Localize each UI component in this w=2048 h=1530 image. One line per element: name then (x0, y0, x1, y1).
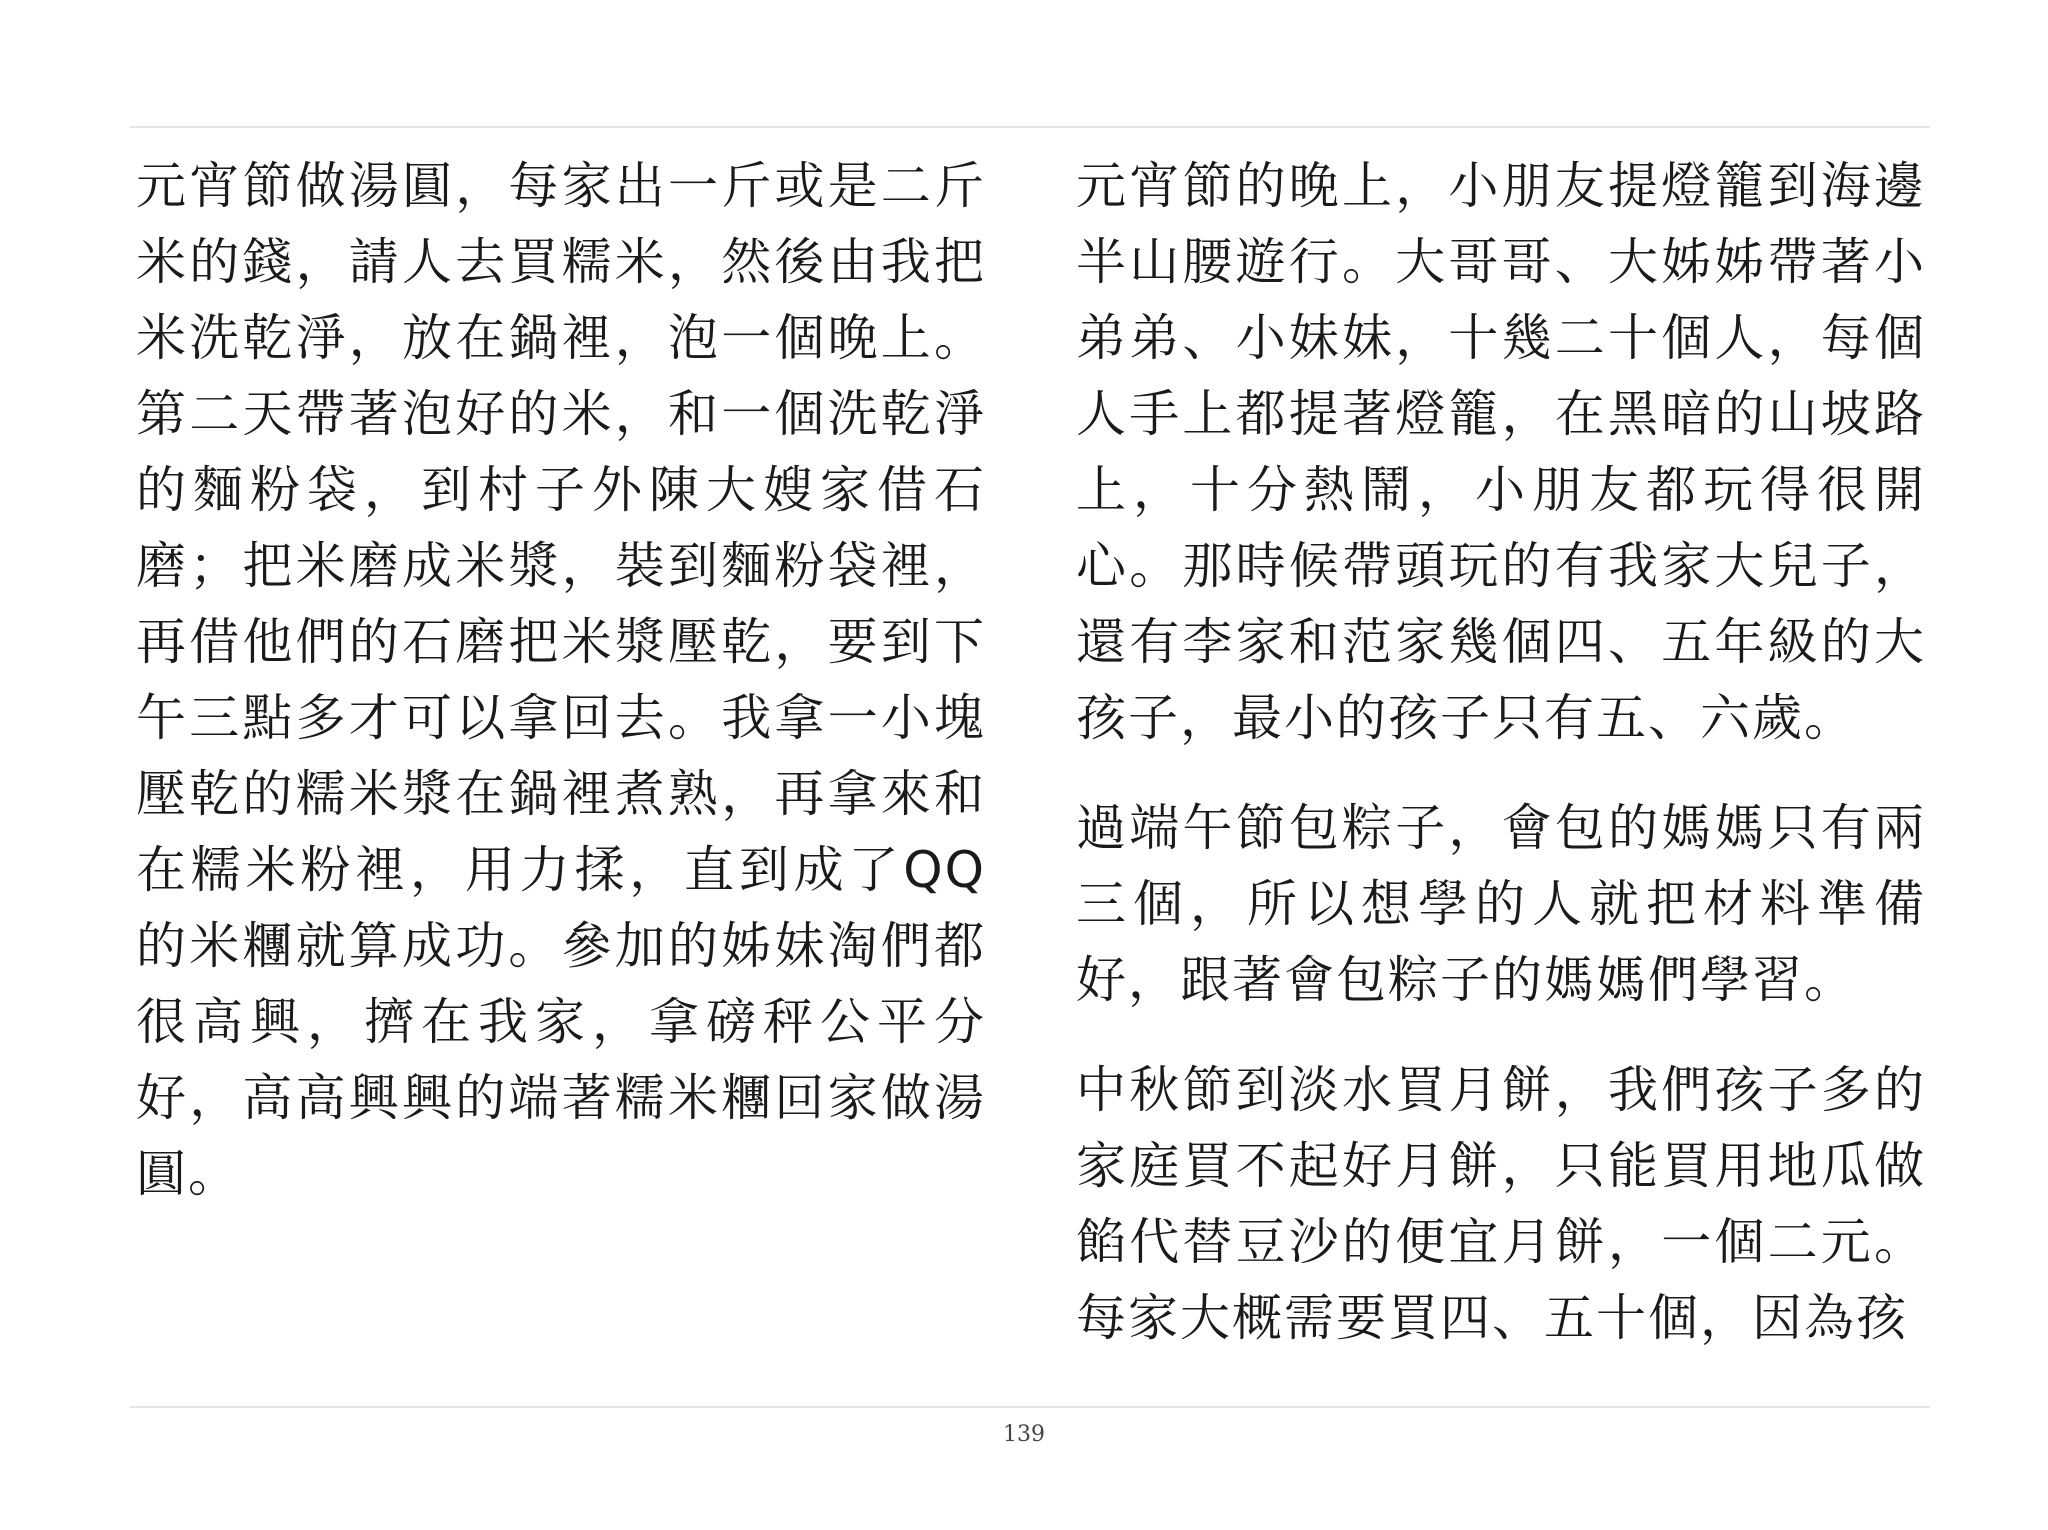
bottom-rule (130, 1406, 1930, 1408)
right-column (1076, 148, 1926, 1356)
paragraph-mid-autumn-mooncakes: 中秋節到淡水買月餅，我們孩子多的家庭買不起好月餅，只能買用地瓜做餡代替豆沙的便宜月餅，一個二元。每家大概需要買四、五十個，因為孩 (1076, 1061, 1926, 1347)
paragraph-lantern-parade: 元宵節的晚上，小朋友提燈籠到海邊半山腰遊行。大哥哥、大姊姊帶著小弟弟、小妹妹，十幾二十個人，每個人手上都提著燈籠，在黑暗的山坡路上，十分熱鬧，小朋友都玩得很開心。那時候帶頭玩的有我家大兒子，還有李家和范家幾個四、五年級的大孩子，最小的孩子只有五、六歲。 (1076, 157, 1926, 747)
paragraph-lantern-festival-tangyuan: 元宵節做湯圓，每家出一斤或是二斤米的錢，請人去買糯米，然後由我把米洗乾淨，放在鍋裡，泡一個晚上。第二天帶著泡好的米，和一個洗乾淨的麵粉袋，到村子外陳大嫂家借石磨；把米磨成米漿，裝到麵粉袋裡，再借他們的石磨把米漿壓乾，要到下午三點多才可以拿回去。我拿一小塊壓乾的糯米漿在鍋裡煮熟，再拿來和在糯米粉裡，用力揉，直到成了QQ的米糰就算成功。參加的姊妹淘們都很高興，擠在我家，拿磅秤公平分好，高高興興的端著糯米糰回家做湯圓。 (136, 157, 986, 1203)
page-number: 139 (1003, 1422, 1045, 1447)
paragraph-dragon-boat-zongzi: 過端午節包粽子，會包的媽媽只有兩三個，所以想學的人就把材料準備好，跟著會包粽子的媽媽們學習。 (1076, 799, 1926, 1009)
top-rule (130, 126, 1930, 128)
left-column (136, 148, 986, 1212)
